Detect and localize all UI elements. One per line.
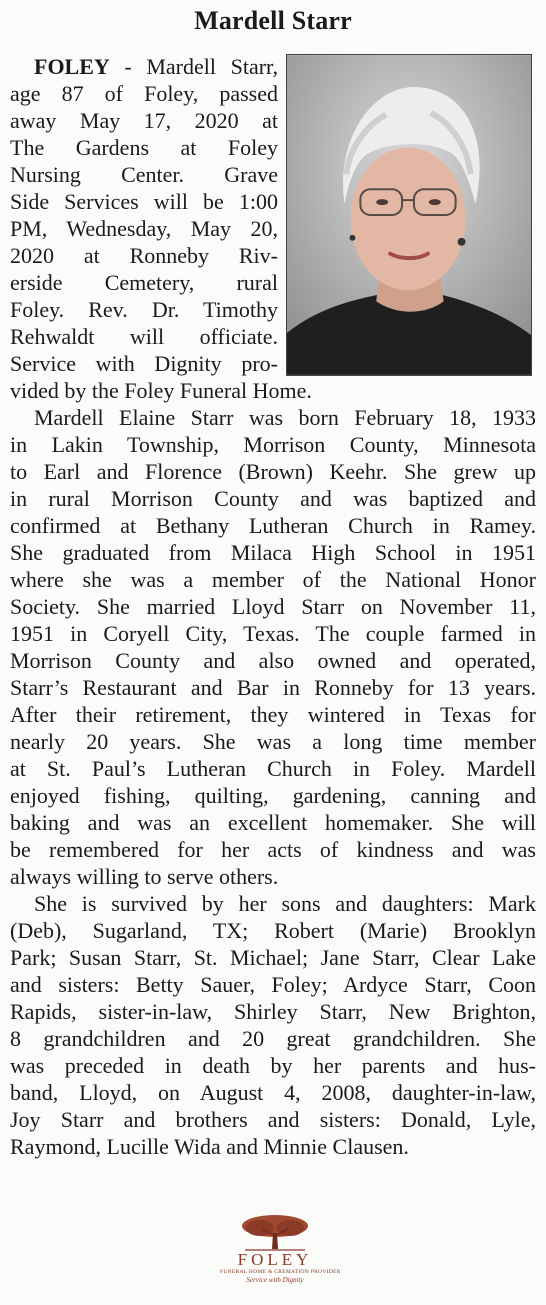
intro-line bbox=[10, 296, 278, 323]
intro-line bbox=[10, 323, 278, 350]
intro-line-text: PM, Wednesday, May 20, bbox=[10, 216, 278, 241]
intro-line bbox=[10, 269, 278, 296]
intro-line-text: The Gardens at Foley bbox=[10, 135, 278, 160]
dateline: FOLEY bbox=[34, 54, 110, 79]
body-line: Park; Susan Starr, St. Michael; Jane Starr, Clear Lake bbox=[10, 945, 536, 970]
logo-subtitle: FUNERAL HOME & CREMATION PROVIDER bbox=[220, 1269, 341, 1275]
body-line: and sisters: Betty Sauer, Foley; Ardyce Starr, Coon bbox=[10, 972, 536, 997]
body-line: baking and was an excellent homemaker. She will bbox=[10, 810, 536, 835]
body-line: Rapids, sister-in-law, Shirley Starr, New Brighton, bbox=[10, 999, 536, 1024]
intro-line bbox=[10, 188, 278, 215]
intro-line bbox=[10, 161, 278, 188]
body-line: 8 grandchildren and 20 great grandchildren. She bbox=[10, 1026, 536, 1051]
tree-icon bbox=[240, 1213, 310, 1253]
logo-tagline: Service with Dignity bbox=[246, 1276, 304, 1284]
intro-line-text: age 87 of Foley, passed bbox=[10, 81, 278, 106]
body-line: Joy Starr and brothers and sisters: Donald, Lyle, bbox=[10, 1107, 536, 1132]
intro-line-text: Rehwaldt will officiate. bbox=[10, 324, 278, 349]
intro-line-text: Service with Dignity pro- bbox=[10, 351, 278, 376]
body-line: She is survived by her sons and daughters: Mark bbox=[34, 891, 536, 916]
intro-line bbox=[10, 350, 278, 377]
body-line: After their retirement, they wintered in Texas for bbox=[10, 702, 536, 727]
portrait-photo-icon bbox=[287, 55, 531, 375]
intro-line bbox=[10, 242, 278, 269]
intro-line bbox=[10, 80, 278, 107]
intro-line bbox=[10, 134, 278, 161]
intro-line-text: Side Services will be 1:00 bbox=[10, 189, 278, 214]
intro-line-text: erside Cemetery, rural bbox=[10, 270, 278, 295]
body-line: confirmed at Bethany Lutheran Church in Ramey. bbox=[10, 513, 536, 538]
logo-name: FOLEY bbox=[237, 1250, 313, 1269]
body-line: Starr’s Restaurant and Bar in Ronneby for 13 years. bbox=[10, 675, 536, 700]
obituary-title: Mardell Starr bbox=[194, 6, 352, 35]
body-line: at St. Paul’s Lutheran Church in Foley. Mardell bbox=[10, 756, 536, 781]
body-line: always willing to serve others. bbox=[10, 864, 279, 889]
body-line: where she was a member of the National Honor bbox=[10, 567, 536, 592]
body-line: enjoyed fishing, quilting, gardening, canning and bbox=[10, 783, 536, 808]
intro-line-text: - Mardell Starr, bbox=[109, 54, 278, 79]
body-line: was preceded in death by her parents and hus- bbox=[10, 1053, 536, 1078]
funeral-home-logo bbox=[220, 1213, 341, 1299]
intro-line bbox=[10, 215, 278, 242]
body-line: to Earl and Florence (Brown) Keehr. She grew up bbox=[10, 459, 536, 484]
body-line: Raymond, Lucille Wida and Minnie Clausen. bbox=[10, 1134, 409, 1159]
intro-line bbox=[10, 107, 278, 134]
portrait-photo bbox=[286, 54, 532, 376]
intro-line-text: Nursing Center. Grave bbox=[10, 162, 278, 187]
body-line: Society. She married Lloyd Starr on November 11, bbox=[10, 594, 536, 619]
intro-line-text: 2020 at Ronneby Riv- bbox=[10, 243, 278, 268]
body-line: 1951 in Coryell City, Texas. The couple farmed in bbox=[10, 621, 536, 646]
body-line: in Lakin Township, Morrison County, Minnesota bbox=[10, 432, 536, 457]
body-line: (Deb), Sugarland, TX; Robert (Marie) Brooklyn bbox=[10, 918, 536, 943]
intro-line bbox=[10, 53, 278, 80]
intro-line-text: Foley. Rev. Dr. Timothy bbox=[10, 297, 278, 322]
body-line: in rural Morrison County and was baptized and bbox=[10, 486, 536, 511]
body-line: She graduated from Milaca High School in 1951 bbox=[10, 540, 536, 565]
body-line: Mardell Elaine Starr was born February 18, 1933 bbox=[34, 405, 536, 430]
body-line: vided by the Foley Funeral Home. bbox=[10, 378, 312, 403]
intro-line-text: away May 17, 2020 at bbox=[10, 108, 278, 133]
body-line: band, Lloyd, on August 4, 2008, daughter-in-law, bbox=[10, 1080, 536, 1105]
body-line: Morrison County and also owned and operated, bbox=[10, 648, 536, 673]
body-line: nearly 20 years. She was a long time member bbox=[10, 729, 536, 754]
body-line: be remembered for her acts of kindness and was bbox=[10, 837, 536, 862]
